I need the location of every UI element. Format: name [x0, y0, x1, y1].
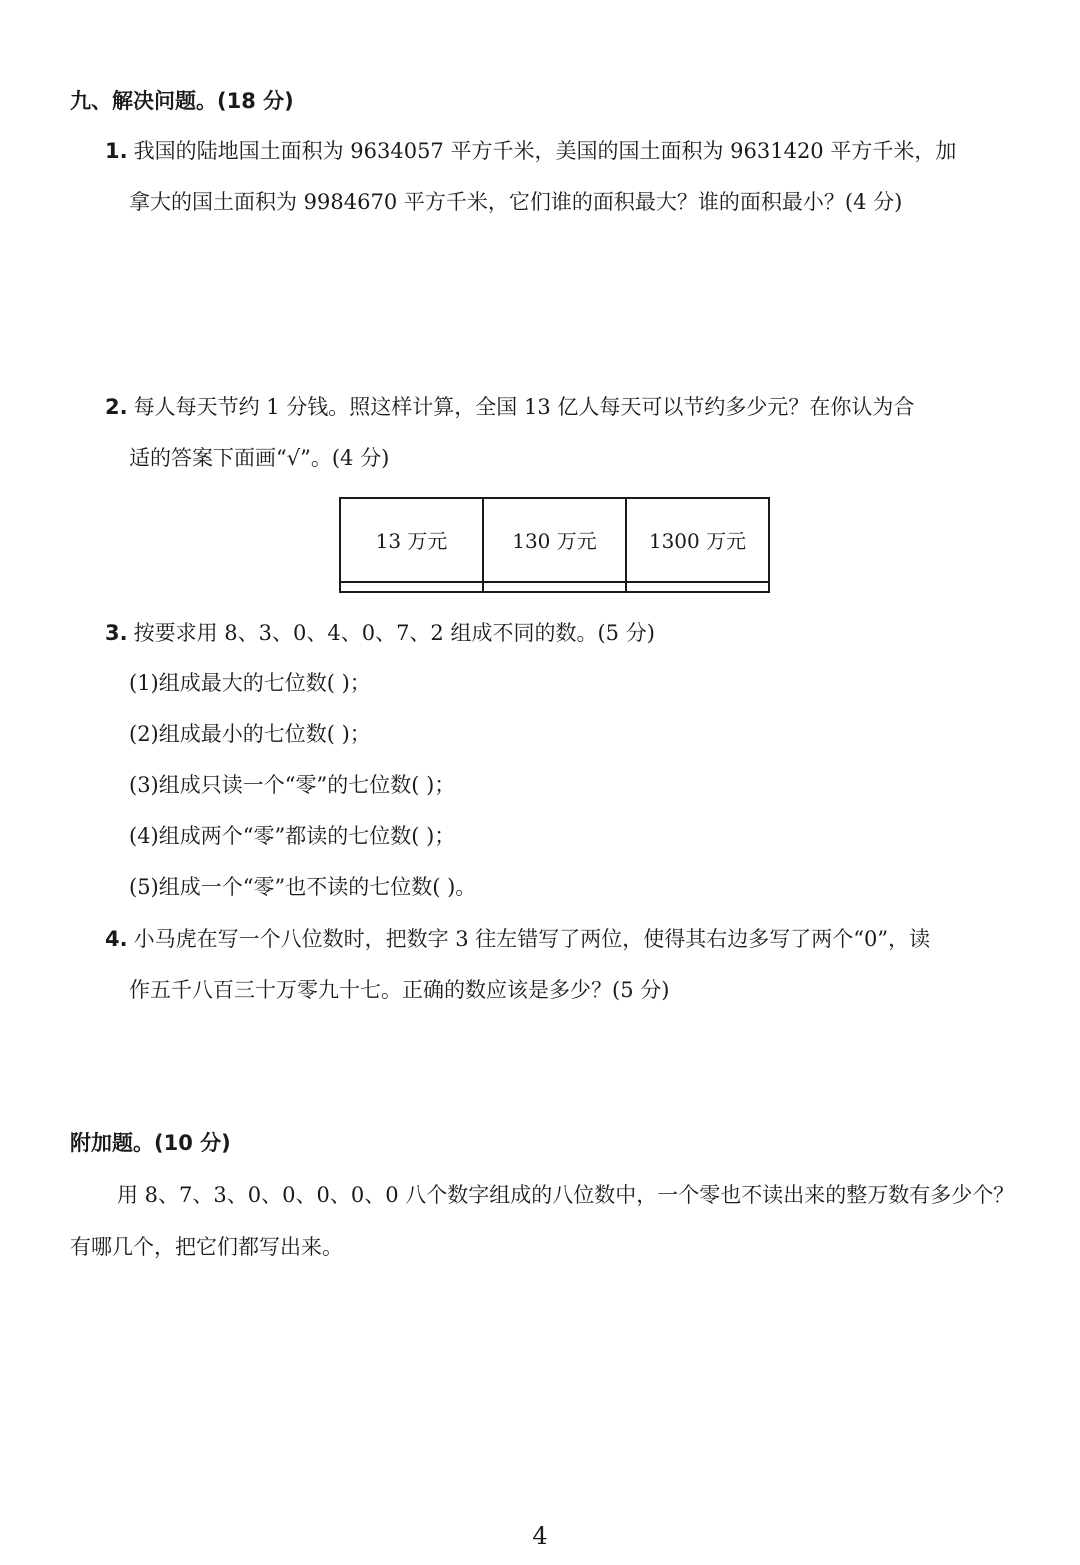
question-2-text-1: 每人每天节约 1 分钱。照这样计算，全国 13 亿人每天可以节约多少元？在你认为合: [133, 395, 915, 419]
question-4-line-1: [105, 924, 930, 954]
choice-answer-cell-1[interactable]: [340, 582, 483, 592]
choice-header-row: [340, 498, 769, 582]
question-4-number: 4.: [105, 927, 128, 951]
question-2-number: 2.: [105, 395, 128, 419]
choice-answer-cell-3[interactable]: [626, 582, 769, 592]
question-1-text-1: 我国的陆地国土面积为 9634057 平方千米，美国的国土面积为 9631420 平方千米，加: [133, 139, 957, 163]
question-3-number: 3.: [105, 621, 128, 645]
choice-answer-cell-2[interactable]: [483, 582, 626, 592]
question-3-item-1: (1)组成最大的七位数( )；: [129, 671, 371, 695]
question-3-text-1: 按要求用 8、3、0、4、0、7、2 组成不同的数。(5 分): [133, 621, 655, 645]
bonus-text-2: 有哪几个，把它们都写出来。: [70, 1235, 343, 1259]
question-2-text-2: 适的答案下面画“√”。(4 分): [129, 446, 390, 470]
question-3-item-5: (5)组成一个“零”也不读的七位数( )。: [129, 875, 477, 899]
question-1-line-1: [105, 136, 956, 166]
question-3-line-1: [105, 618, 655, 648]
question-1-number: 1.: [105, 139, 128, 163]
question-2-line-1: [105, 392, 914, 422]
choice-option-3: 1300 万元: [626, 498, 769, 582]
question-3-item-2: (2)组成最小的七位数( )；: [129, 722, 371, 746]
bonus-text-1: 用 8、7、3、0、0、0、0、0 八个数字组成的八位数中，一个零也不读出来的整万数有多少个？: [117, 1183, 1015, 1207]
choice-option-2: 130 万元: [483, 498, 626, 582]
section-heading: 九、解决问题。(18 分): [70, 89, 294, 113]
question-3-item-3: (3)组成只读一个“零”的七位数( )；: [129, 773, 456, 797]
answer-choice-table: [339, 497, 770, 593]
question-3-item-4: (4)组成两个“零”都读的七位数( )；: [129, 824, 456, 848]
choice-answer-row: [340, 582, 769, 592]
question-4-text-1: 小马虎在写一个八位数时，把数字 3 往左错写了两位，使得其右边多写了两个“0”，读: [133, 927, 931, 951]
question-4-text-2: 作五千八百三十万零九十七。正确的数应该是多少？(5 分): [129, 978, 670, 1002]
choice-option-1: 13 万元: [340, 498, 483, 582]
bonus-heading: 附加题。(10 分): [70, 1131, 231, 1155]
question-1-text-2: 拿大的国土面积为 9984670 平方千米，它们谁的面积最大？谁的面积最小？(4 分): [129, 190, 903, 214]
page-number: 4: [532, 1522, 548, 1550]
